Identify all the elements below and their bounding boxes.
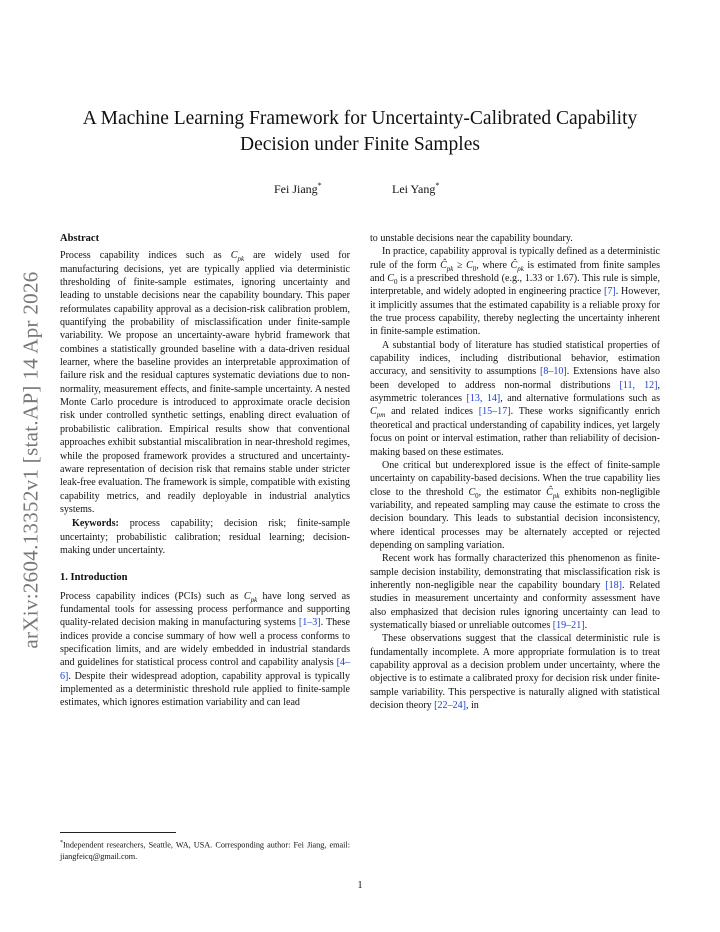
paragraph-literature: A substantial body of literature has studied statistical properties of capability indices, including distributional behavior, estimation accuracy, and sensitivity to assumptions [8–10]. Extensions have also been developed to address non-normal distributions [11, 12], asymmetric tolerances [13, 14], and alternative formulations such as $C_{pm}$ and related indices [15–17]. These works significantly enrich theoretical and practical understanding of capability indices, yet largely focus on point or interval estimation, rather than reliability of decision-making based on these estimates. bbox=[370, 339, 660, 458]
citation-link[interactable]: [8–10] bbox=[539, 366, 567, 378]
paragraph-critical-issue: One critical but underexplored issue is the effect of finite-sample uncertainty on capability-based decisions. When the true capability lies close to the threshold $C_0$, the estimator $Ĉ_{pk}$ exhibits non-negligible variability, and repeated sampling may cause the estimate to cross the decision boundary. This leads to substantial decision inconsistency, where identical processes may be alternately accepted or rejected depending on sampling variation. bbox=[370, 459, 660, 551]
right-column bbox=[370, 232, 660, 712]
footnote: *Independent researchers, Seattle, WA, USA. Corresponding author: Fei Jiang, email: jiangfeicq@gmail.com. bbox=[60, 840, 350, 861]
abstract-heading: Abstract bbox=[60, 233, 100, 244]
footnote-divider bbox=[60, 832, 176, 833]
abstract-body: Process capability indices such as $C_{pk}$ are widely used for manufacturing decisions, yet are typically applied via deterministic thresholding of finite-sample estimates, ignoring uncertainty and leading to unstable decisions near the capability boundary. This paper reformulates capability approval as a decision-risk calibration problem, quantifying the probability of misclassification under finite-sample variability. We propose an uncertainty-aware hybrid framework that combines a statistically grounded baseline with a data-driven residual learner, where the baseline provides an interpretable approximation of failure risk and the residual captures systematic deviations due to non-normality, measurement effects, and finite-sample uncertainty. A nested Monte Carlo procedure is introduced to approximate oracle decision risk under controlled synthetic settings, enabling direct evaluation of probabilistic calibration. Empirical results show that conventional approaches exhibit substantial miscalibration in near-threshold regimes, while the proposed framework provides a structured and uncertainty-aware representation of decision risk that remains stable under stricter leak-free evaluation. The framework is simple, compatible with existing capability metrics, and readily deployable in industrial analytics systems. bbox=[60, 250, 350, 515]
title-line-1: A Machine Learning Framework for Uncertainty-Calibrated Capability bbox=[82, 108, 638, 129]
page-number: 1 bbox=[357, 880, 363, 891]
paragraph-observations: These observations suggest that the classical deterministic rule is fundamentally incomplete. A more appropriate formulation is to treat capability approval as a decision problem under uncertainty, where the objective is to estimate a calibrated proxy for decision risk under finite-sample variability. This perspective is naturally aligned with statistical decision theory [22–24], in bbox=[370, 633, 660, 712]
paragraph-practice: In practice, capability approval is typically defined as a deterministic rule of the form $Ĉ_{pk} \ge C_0$, where $Ĉ_{pk}$ is estimated from finite samples and $C_0$ is a prescribed threshold (e.g., 1.33 or 1.67). This rule is simple, interpretable, and widely adopted in engineering practice [7]. However, it implicitly assumes that the estimated capability is a reliable proxy for the true process capability, thereby neglecting the uncertainty inherent in finite-sample estimation. bbox=[370, 246, 660, 338]
continued-paragraph: to unstable decisions near the capability boundary. bbox=[370, 233, 573, 244]
citation-link[interactable]: [1–3] bbox=[298, 617, 321, 629]
intro-paragraph: Process capability indices (PCIs) such as $C_{pk}$ have long served as fundamental tools for assessing process performance and supporting quality-related decision making in manufacturing systems [1–3]. These indices provide a concise summary of how well a process conforms to specification limits, and are widely embedded in industrial standards and guidelines for statistical process control and capability analysis [4–6]. Despite their widespread adoption, capability approval is typically implemented as a deterministic threshold rule applied to finite-sample estimates, which ignores estimation variability and can lead bbox=[60, 590, 350, 709]
citation-link[interactable]: [15–17] bbox=[478, 406, 511, 418]
citation-link[interactable]: [18] bbox=[605, 579, 622, 591]
citation-link[interactable]: [22–24] bbox=[434, 700, 466, 712]
citation-link[interactable]: [13, 14] bbox=[466, 393, 501, 405]
citation-link[interactable]: [4–6] bbox=[60, 657, 350, 682]
arxiv-sidebar-stamp bbox=[8, 250, 54, 670]
paper-title bbox=[60, 106, 660, 158]
section-heading-introduction: 1. Introduction bbox=[60, 572, 128, 584]
citation-link[interactable]: [19–21] bbox=[552, 619, 585, 631]
paragraph-recent-work: Recent work has formally characterized this phenomenon as finite-sample decision instability, demonstrating that misclassification risk is inherently non-negligible near the capability boundary [18]. Related studies in measurement uncertainty and conformity assessment have also emphasized that decision rules ignoring uncertainty can lead to systematically biased or unreliable outcomes [19–21]. bbox=[370, 553, 660, 631]
title-line-2: Decision under Finite Samples bbox=[240, 134, 480, 155]
citation-link[interactable]: [11, 12] bbox=[619, 379, 658, 391]
keywords: Keywords: process capability; decision risk; finite-sample uncertainty; probabilistic calibration; residual learning; decision-making under uncertainty. bbox=[60, 518, 350, 556]
citation-link[interactable]: [7] bbox=[603, 286, 616, 298]
author-2: Lei Yang* bbox=[392, 181, 440, 196]
author-1: Fei Jiang* bbox=[274, 181, 322, 196]
left-column bbox=[60, 232, 350, 710]
arxiv-identifier: arXiv:2604.13352v1 [stat.AP] 14 Apr 2026 bbox=[18, 271, 43, 649]
